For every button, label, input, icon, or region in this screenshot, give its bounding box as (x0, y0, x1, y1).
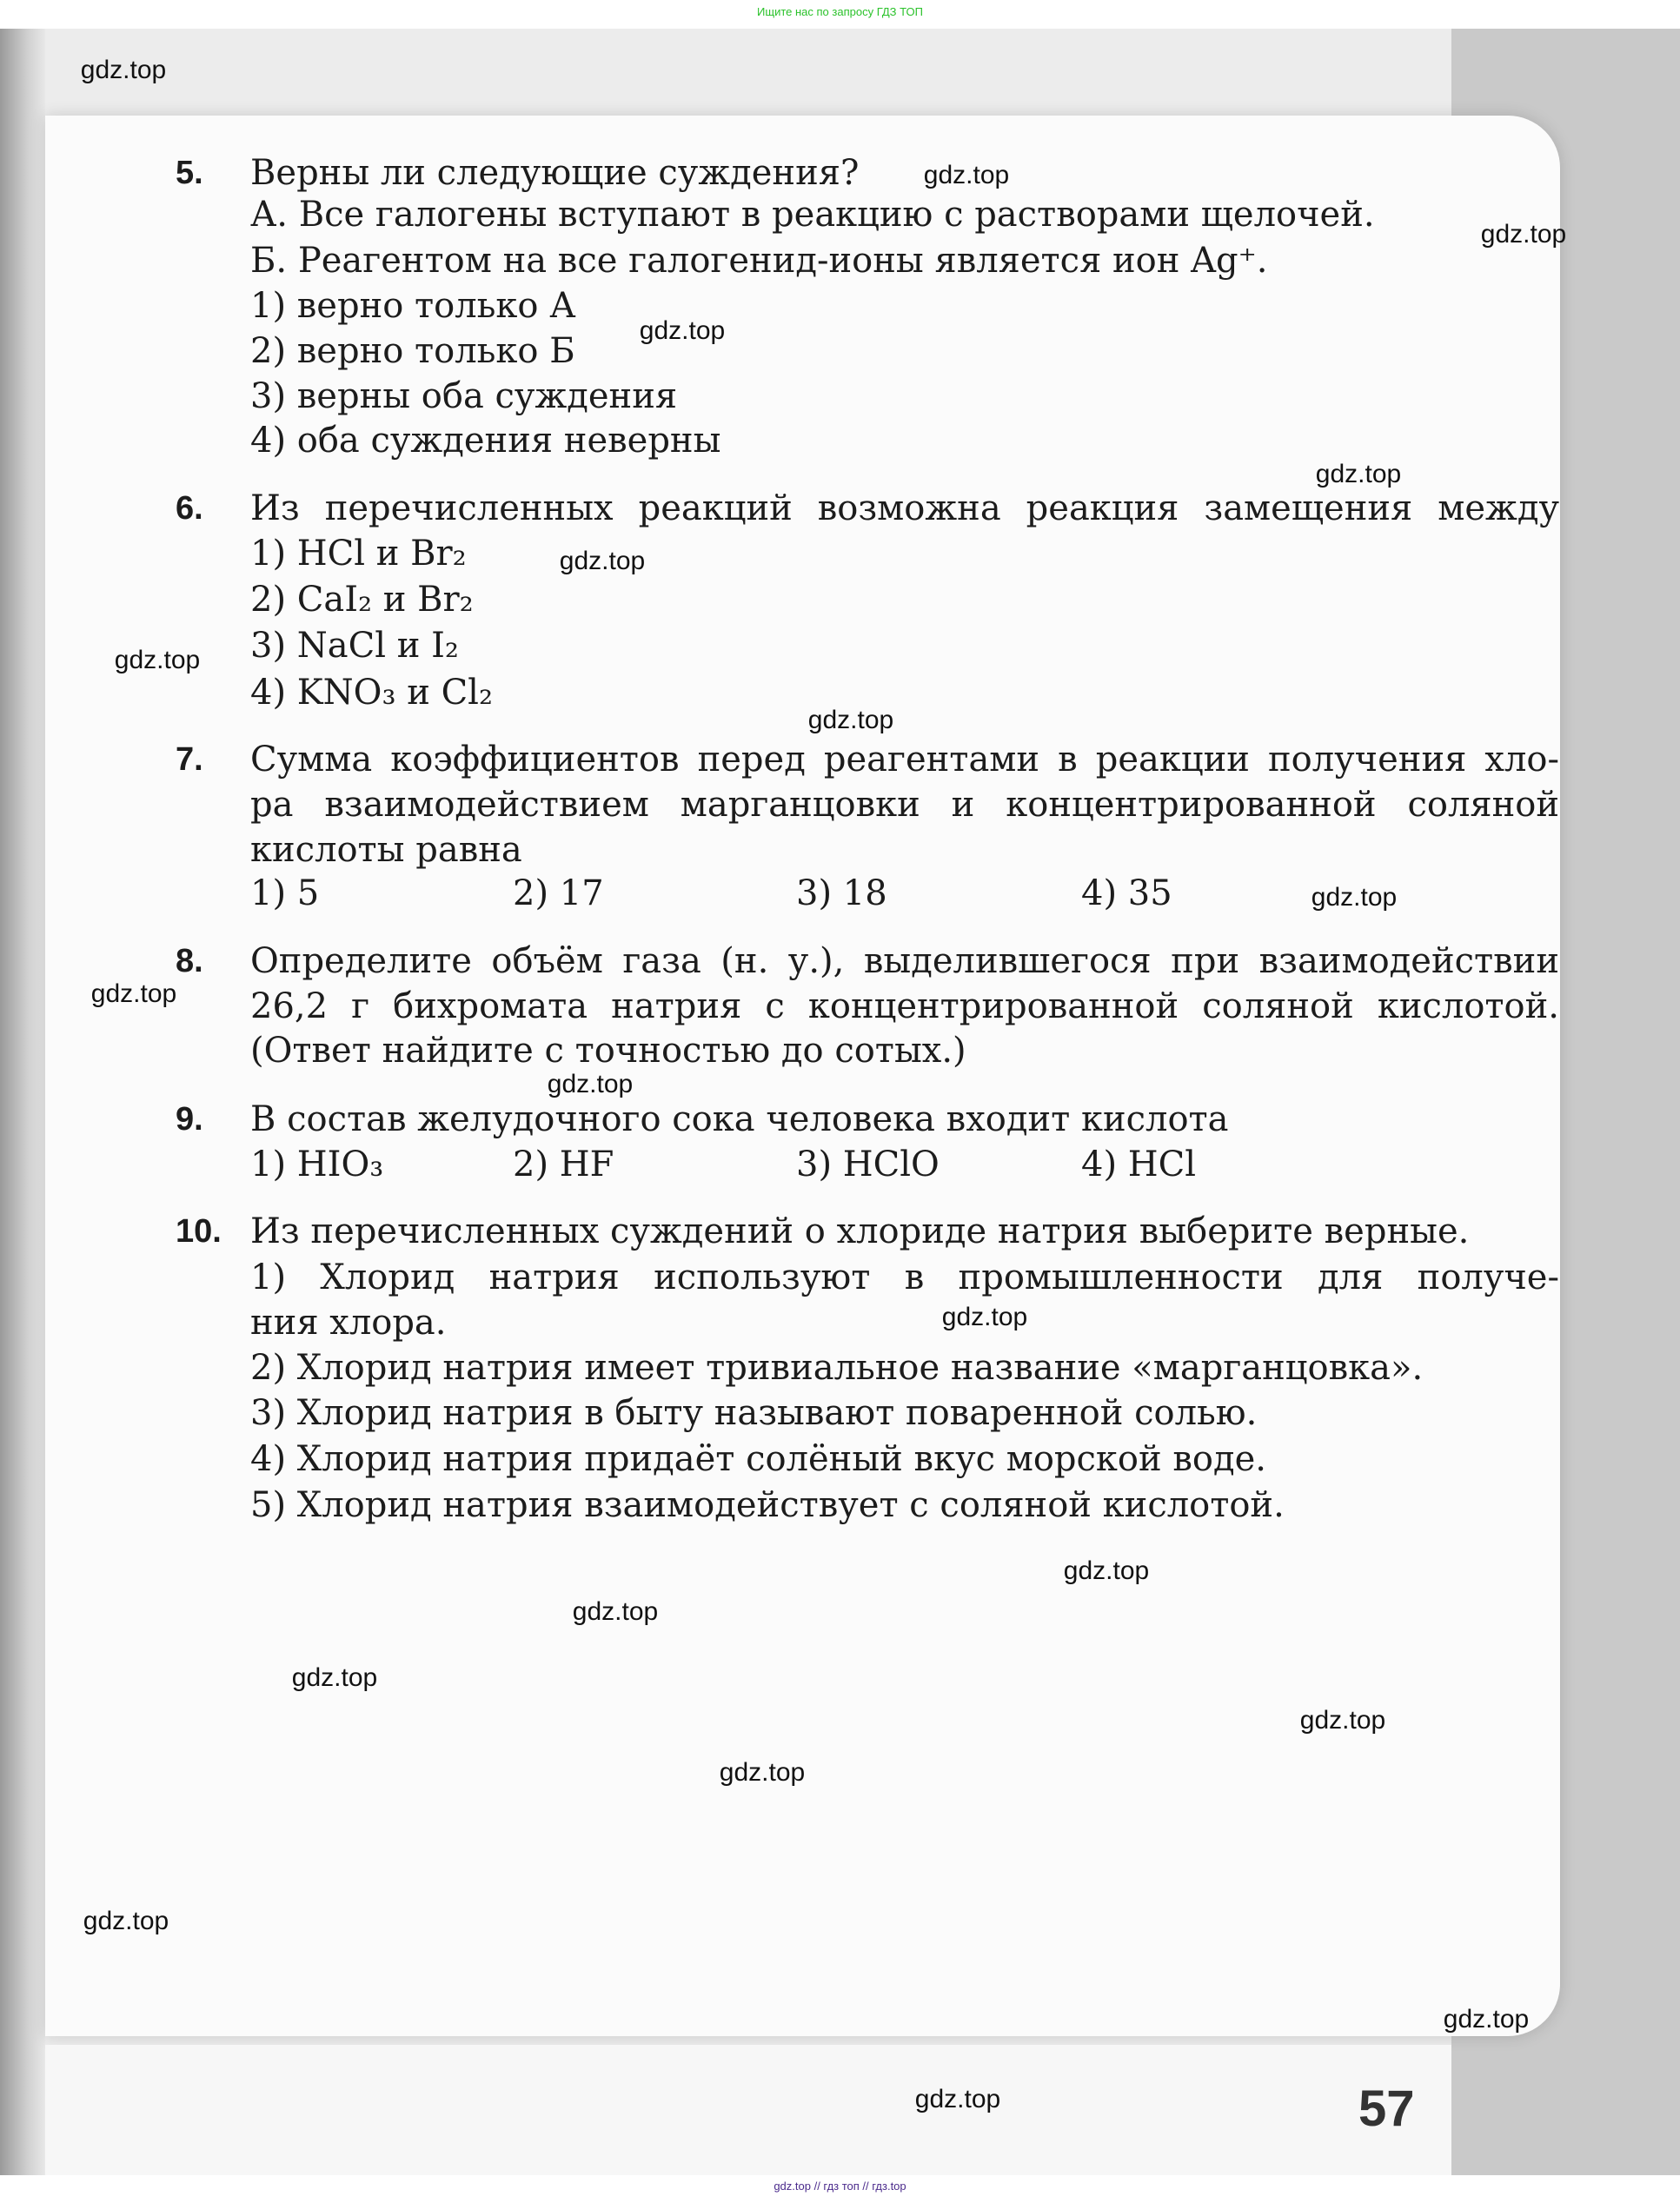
answer-option: 3) 18 (796, 873, 887, 913)
answer-option: 2) CaI₂ и Br₂ (250, 580, 474, 620)
watermark: gdz.top (83, 1907, 169, 1935)
question-text: 26,2 г бихромата натрия с концентрированной соляной кислотой. (250, 986, 1559, 1026)
watermark: gdz.top (719, 1758, 806, 1787)
statement-a: А. Все галогены вступают в реакцию с растворами щелочей. (250, 195, 1375, 235)
statement: 5) Хлорид натрия взаимодействует с соляной кислотой. (250, 1485, 1285, 1525)
watermark: gdz.top (90, 979, 177, 1008)
answer-option: 1) HIO₃ (250, 1145, 384, 1184)
watermark: gdz.top (572, 1597, 659, 1626)
question-number: 9. (176, 1101, 203, 1138)
answer-option: 4) оба суждения неверны (250, 421, 721, 461)
watermark: gdz.top (80, 56, 167, 84)
question-number: 5. (176, 155, 203, 191)
question-text: Определите объём газа (н. у.), выделившегося при взаимодействии (250, 941, 1559, 981)
watermark: gdz.top (1480, 220, 1567, 249)
answer-option: 4) HCl (1081, 1145, 1197, 1184)
watermark: gdz.top (547, 1070, 634, 1098)
watermark: gdz.top (1311, 883, 1398, 912)
watermark: gdz.top (559, 547, 646, 575)
watermark: gdz.top (914, 2085, 1001, 2113)
question-text: Сумма коэффициентов перед реагентами в реакции получения хло- (250, 740, 1559, 780)
answer-option: 3) HClO (796, 1145, 940, 1184)
answer-option: 1) верно только А (250, 286, 576, 326)
answer-option: 3) верны оба суждения (250, 376, 678, 416)
question-number: 8. (176, 943, 203, 979)
footer-links[interactable]: gdz.top // гдз топ // гдз.top (774, 2180, 906, 2193)
statement: 3) Хлорид натрия в быту называют поваренной солью. (250, 1393, 1258, 1433)
statement: 4) Хлорид натрия придаёт солёный вкус морской воде. (250, 1439, 1267, 1479)
watermark: gdz.top (639, 316, 726, 345)
answer-option: 1) 5 (250, 873, 320, 913)
question-text: кислоты равна (250, 830, 522, 870)
answer-option: 3) NaCl и I₂ (250, 626, 459, 666)
page-bottom (45, 2045, 1451, 2175)
question-number: 7. (176, 741, 203, 778)
watermark: gdz.top (1443, 2005, 1530, 2034)
watermark: gdz.top (291, 1663, 378, 1692)
answer-option: 2) HF (513, 1145, 614, 1184)
statement: 1) Хлорид натрия используют в промышленности для получе- (250, 1257, 1559, 1297)
question-number: 6. (176, 490, 203, 527)
answer-option: 2) 17 (513, 873, 604, 913)
question-text: Из перечисленных реакций возможна реакция замещения между (250, 488, 1559, 528)
book-spine (0, 29, 45, 2175)
question-text: Из перечисленных суждений о хлориде натрия выберите верные. (250, 1211, 1470, 1251)
watermark: gdz.top (941, 1303, 1028, 1331)
question-text: Верны ли следующие суждения? (250, 153, 860, 193)
statement: ния хлора. (250, 1303, 447, 1343)
watermark: gdz.top (1063, 1556, 1150, 1585)
answer-option: 2) верно только Б (250, 331, 575, 371)
statement: 2) Хлорид натрия имеет тривиальное название «марганцовка». (250, 1348, 1424, 1388)
question-text: ра взаимодействием марганцовки и концентрированной соляной (250, 785, 1559, 825)
answer-option: 4) KNO₃ и Cl₂ (250, 673, 494, 713)
answer-option: 4) 35 (1081, 873, 1172, 913)
question-text: В состав желудочного сока человека входит кислота (250, 1099, 1229, 1139)
watermark: gdz.top (807, 706, 894, 734)
statement-b: Б. Реагентом на все галогенид-ионы является ион Ag⁺. (250, 241, 1268, 281)
page-number: 57 (1358, 2080, 1415, 2137)
question-text: (Ответ найдите с точностью до сотых.) (250, 1031, 966, 1071)
watermark: gdz.top (923, 161, 1010, 189)
question-number: 10. (176, 1213, 222, 1250)
watermark: gdz.top (1299, 1706, 1386, 1735)
answer-option: 1) HCl и Br₂ (250, 534, 467, 574)
watermark: gdz.top (1315, 460, 1402, 488)
watermark: gdz.top (114, 646, 201, 674)
search-banner[interactable]: Ищите нас по запросу ГДЗ ТОП (757, 5, 923, 18)
